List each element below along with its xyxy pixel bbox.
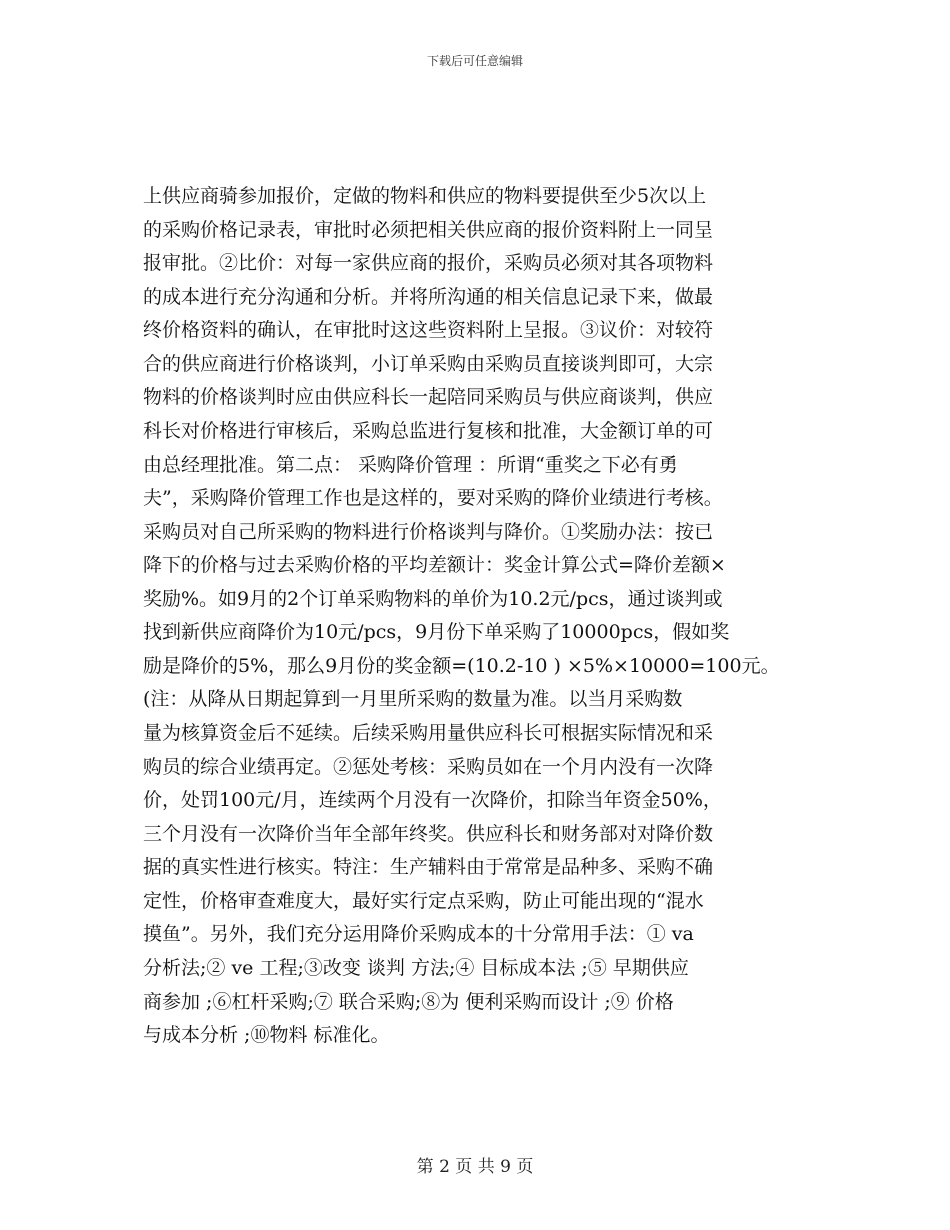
paragraph-line: 科长对价格进行审核后，采购总监进行复核和批准，大金额订单的可 (143, 420, 714, 442)
paragraph-line: 的采购价格记录表，审批时必须把相关供应商的报价资料附上一同呈 (143, 219, 714, 241)
paragraph-line: 找到新供应商降价为10元/pcs，9月份下单采购了10000pcs，假如奖 (143, 621, 730, 643)
paragraph-line: 商参加 ;⑥杠杆采购;⑦ 联合采购;⑧为 便利采购而设计 ;⑨ 价格 (143, 991, 674, 1013)
paragraph-line: 奖励%。如9月的2个订单采购物料的单价为10.2元/pcs，通过谈判或 (143, 588, 723, 610)
paragraph-line: 的成本进行充分沟通和分析。并将所沟通的相关信息记录下来，做最 (143, 286, 714, 308)
paragraph-line: 终价格资料的确认，在审批时这这些资料附上呈报。③议价：对较符 (143, 319, 714, 341)
paragraph-line: 分析法;② ve 工程;③改变 谈判 方法;④ 目标成本法 ;⑤ 早期供应 (143, 957, 689, 979)
paragraph-line: 购员的综合业绩再定。②惩处考核：采购员如在一个月内没有一次降 (143, 756, 714, 778)
paragraph-line: 降下的价格与过去采购价格的平均差额计：奖金计算公式=降价差额× (143, 554, 726, 576)
paragraph-line: 摸鱼”。另外，我们充分运用降价采购成本的十分常用手法：① va (143, 923, 694, 945)
paragraph-line: 定性，价格审查难度大，最好实行定点采购，防止可能出现的“混水 (143, 890, 704, 912)
page-header: 下载后可任意编辑 (426, 54, 523, 68)
paragraph-line: 三个月没有一次降价当年全部年终奖。供应科长和财务部对对降价数 (143, 823, 714, 845)
paragraph-line: 价，处罚100元/月，连续两个月没有一次降价，扣除当年资金50%， (143, 789, 722, 811)
paragraph-line: 合的供应商进行价格谈判，小订单采购由采购员直接谈判即可，大宗 (143, 353, 714, 375)
paragraph-line: 报审批。②比价：对每一家供应商的报价，采购员必须对其各项物料 (143, 252, 714, 274)
paragraph-line: 由总经理批准。第二点： 采购降价管理 ：所谓“重奖之下必有勇 (143, 454, 678, 476)
paragraph-line: 采购员对自己所采购的物料进行价格谈判与降价。①奖励办法：按已 (143, 521, 714, 543)
paragraph-line: 夫”，采购降价管理工作也是这样的，要对采购的降价业绩进行考核。 (143, 487, 723, 509)
paragraph-line: 据的真实性进行核实。特注：生产辅料由于常常是品种多、采购不确 (143, 856, 714, 878)
page-number-footer: 第 2 页 共 9 页 (416, 1157, 534, 1177)
paragraph-line: 量为核算资金后不延续。后续采购用量供应科长可根据实际情况和采 (143, 722, 714, 744)
paragraph-line: 励是降价的5%，那么9月份的奖金额=(10.2-10 ) ×5%×10000=100元。 (143, 655, 780, 677)
paragraph-line: 上供应商骑参加报价，定做的物料和供应的物料要提供至少5次以上 (143, 185, 707, 207)
paragraph-line: 物料的价格谈判时应由供应科长一起陪同采购员与供应商谈判，供应 (143, 386, 714, 408)
paragraph-line: 与成本分析 ;⑩物料 标准化。 (143, 1024, 390, 1046)
paragraph-line: (注：从降从日期起算到一月里所采购的数量为准。以当月采购数 (143, 688, 683, 710)
